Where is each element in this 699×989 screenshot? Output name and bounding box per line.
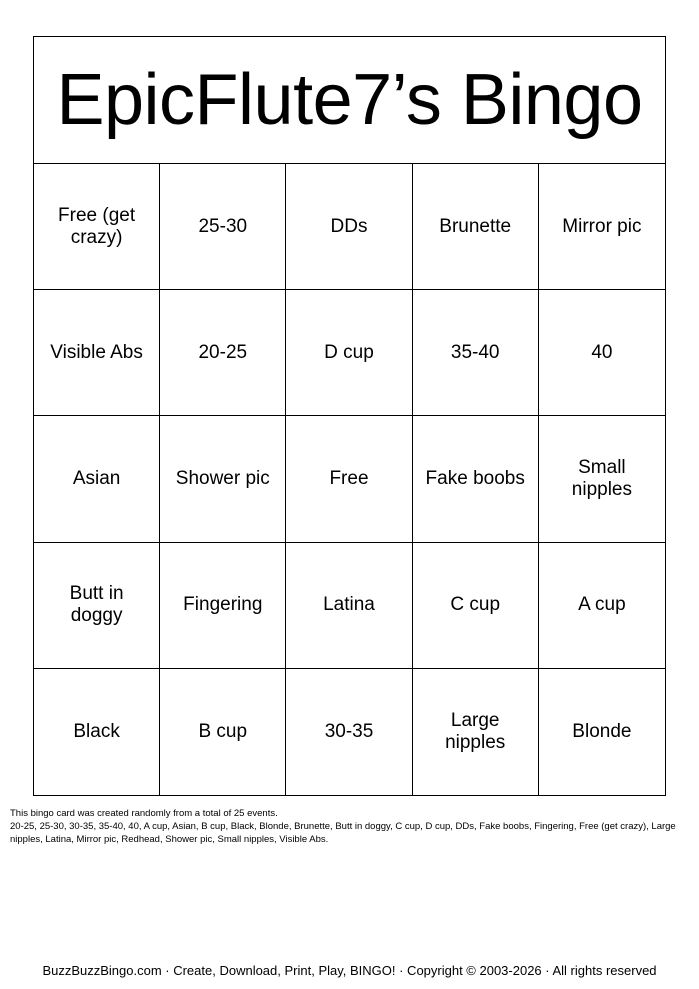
bingo-cell: Free (get crazy) <box>34 164 160 290</box>
card-title: EpicFlute7’s Bingo <box>56 60 643 140</box>
bingo-cell: Brunette <box>413 164 539 290</box>
bingo-cell: 30-35 <box>286 669 412 795</box>
bingo-cell: Small nipples <box>539 416 665 542</box>
bingo-grid <box>34 164 665 795</box>
bingo-cell: 20-25 <box>160 290 286 416</box>
bingo-cell: Mirror pic <box>539 164 665 290</box>
bingo-cell: 25-30 <box>160 164 286 290</box>
bingo-cell: Fingering <box>160 543 286 669</box>
bingo-cell: DDs <box>286 164 412 290</box>
note-events-list: 20-25, 25-30, 30-35, 35-40, 40, A cup, Asian, B cup, Black, Blonde, Brunette, Butt in doggy, C cup, D cup, DDs, Fake boobs, Fingering, Free (get crazy), Large nipples, Latina, Mirror pic, Redhead, Shower pic, Small nipples, Visible Abs. <box>10 821 676 845</box>
footer-text: BuzzBuzzBingo.com · Create, Download, Print, Play, BINGO! · Copyright © 2003-2026 · All rights reserved <box>42 963 657 978</box>
bingo-cell: A cup <box>539 543 665 669</box>
bingo-cell: Blonde <box>572 720 632 742</box>
bingo-cell: C cup <box>413 543 539 669</box>
bingo-cell: Fake boobs <box>413 416 539 542</box>
bingo-cell: 35-40 <box>413 290 539 416</box>
bingo-cell: Butt in doggy <box>34 543 160 669</box>
bingo-card <box>33 36 666 796</box>
bingo-cell: B cup <box>160 669 286 795</box>
card-title-cell <box>34 37 665 164</box>
bingo-cell: Black <box>34 669 160 795</box>
bingo-cell: D cup <box>286 290 412 416</box>
bingo-cell: Visible Abs <box>34 290 160 416</box>
note-summary: This bingo card was created randomly from a total of 25 events. <box>10 808 278 819</box>
bingo-cell: 40 <box>539 290 665 416</box>
bingo-cell: Shower pic <box>160 416 286 542</box>
bingo-cell: Large nipples <box>413 669 539 795</box>
card-note <box>10 807 690 846</box>
bingo-cell-free: Free <box>286 416 412 542</box>
bingo-cell: Asian <box>34 416 160 542</box>
bingo-cell: Latina <box>286 543 412 669</box>
